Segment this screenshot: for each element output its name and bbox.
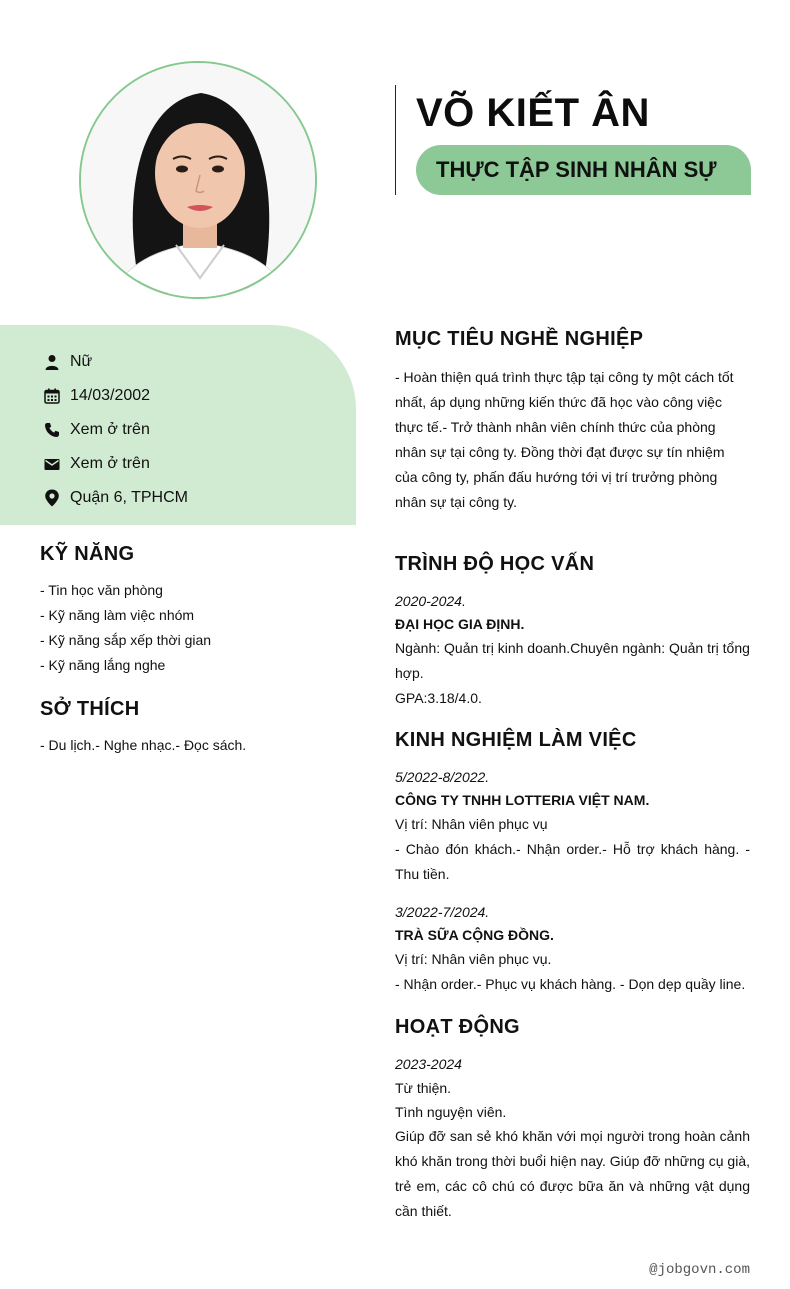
location-pin-icon <box>44 489 60 507</box>
activities-heading: HOẠT ĐỘNG <box>395 1016 520 1038</box>
education-heading: TRÌNH ĐỘ HỌC VẤN <box>395 553 595 575</box>
job-title-badge: THỰC TẬP SINH NHÂN SỰ <box>416 145 751 195</box>
skill-item: - Kỹ năng sắp xếp thời gian <box>40 632 212 648</box>
objective-line: nhất, áp dụng những kiến thức đã học vào công việc <box>395 394 722 410</box>
experience-section <box>395 729 750 997</box>
activity-org: Từ thiện. <box>395 1080 452 1096</box>
job-period: 5/2022-8/2022. <box>395 769 490 785</box>
education-section <box>395 553 750 711</box>
education-gpa: GPA:3.18/4.0. <box>395 690 482 706</box>
experience-job <box>395 766 750 887</box>
hobbies-heading: SỞ THÍCH <box>40 698 140 720</box>
skill-item: - Kỹ năng làm việc nhóm <box>40 607 195 623</box>
objective-line: của công ty, phấn đấu hướng tới vị trí trưởng phòng <box>395 469 718 485</box>
education-major: Ngành: Quản trị kinh doanh.Chuyên ngành: Quản trị tổng hợp. <box>395 640 750 681</box>
contact-text: 14/03/2002 <box>70 387 151 404</box>
job-duties: - Nhận order.- Phục vụ khách hàng. - Dọn dẹp quầy line. <box>395 976 746 992</box>
candidate-name: VÕ KIẾT ÂN <box>416 91 650 135</box>
contact-text: Nữ <box>70 353 93 370</box>
hobbies-text: - Du lịch.- Nghe nhạc.- Đọc sách. <box>40 737 247 753</box>
education-period: 2020-2024. <box>395 593 466 609</box>
skills-section <box>40 543 340 678</box>
contact-text: Xem ở trên <box>70 421 150 438</box>
objective-line: - Hoàn thiện quá trình thực tập tại công ty một cách tốt <box>395 369 734 385</box>
activity-role: Tình nguyện viên. <box>395 1104 507 1120</box>
job-position: Vị trí: Nhân viên phục vụ <box>395 816 548 832</box>
contact-panel <box>0 325 356 525</box>
contact-text: Xem ở trên <box>70 455 150 472</box>
calendar-icon <box>44 387 60 405</box>
contact-email <box>0 447 356 481</box>
person-icon <box>44 353 60 371</box>
contact-gender <box>0 345 356 379</box>
job-position: Vị trí: Nhân viên phục vụ. <box>395 951 552 967</box>
job-company: CÔNG TY TNHH LOTTERIA VIỆT NAM. <box>395 792 650 808</box>
name-header <box>395 85 755 195</box>
contact-address <box>0 481 356 515</box>
contact-birthday <box>0 379 356 413</box>
contact-phone <box>0 413 356 447</box>
experience-heading: KINH NGHIỆM LÀM VIỆC <box>395 729 637 751</box>
contact-text: Quận 6, TPHCM <box>70 489 188 506</box>
objective-line: nhân sự tại công ty. <box>395 494 517 510</box>
job-period: 3/2022-7/2024. <box>395 904 490 920</box>
profile-photo <box>79 61 317 299</box>
portrait-illustration <box>81 63 317 299</box>
phone-icon <box>44 421 60 439</box>
activity-period: 2023-2024 <box>395 1056 462 1072</box>
skill-item: - Tin học văn phòng <box>40 582 163 598</box>
job-duties: - Chào đón khách.- Nhận order.- Hỗ trợ khách hàng. - Thu tiền. <box>395 841 750 882</box>
hobbies-section <box>40 698 340 758</box>
skills-heading: KỸ NĂNG <box>40 543 135 565</box>
objective-line: nhân sự tại công ty. Đồng thời đạt được sự tín nhiệm <box>395 444 725 460</box>
education-school: ĐẠI HỌC GIA ĐỊNH. <box>395 616 525 632</box>
job-company: TRÀ SỮA CỘNG ĐỒNG. <box>395 927 554 943</box>
mail-icon <box>44 455 60 473</box>
skill-item: - Kỹ năng lắng nghe <box>40 657 166 673</box>
objective-heading: MỤC TIÊU NGHỀ NGHIỆP <box>395 328 644 350</box>
watermark: @jobgovn.com <box>649 1262 750 1278</box>
activity-description: Giúp đỡ san sẻ khó khăn với mọi người trong hoàn cảnh khó khăn trong thời buổi hiện nay. Giúp đỡ những cụ già, trẻ em, các cô chú có được bữa ăn và những vật dụng cần thiết. <box>395 1128 750 1219</box>
objective-line: thực tế.- Trở thành nhân viên chính thức của phòng <box>395 419 716 435</box>
activities-section <box>395 1016 750 1224</box>
experience-job <box>395 901 750 997</box>
objective-section <box>395 328 750 515</box>
